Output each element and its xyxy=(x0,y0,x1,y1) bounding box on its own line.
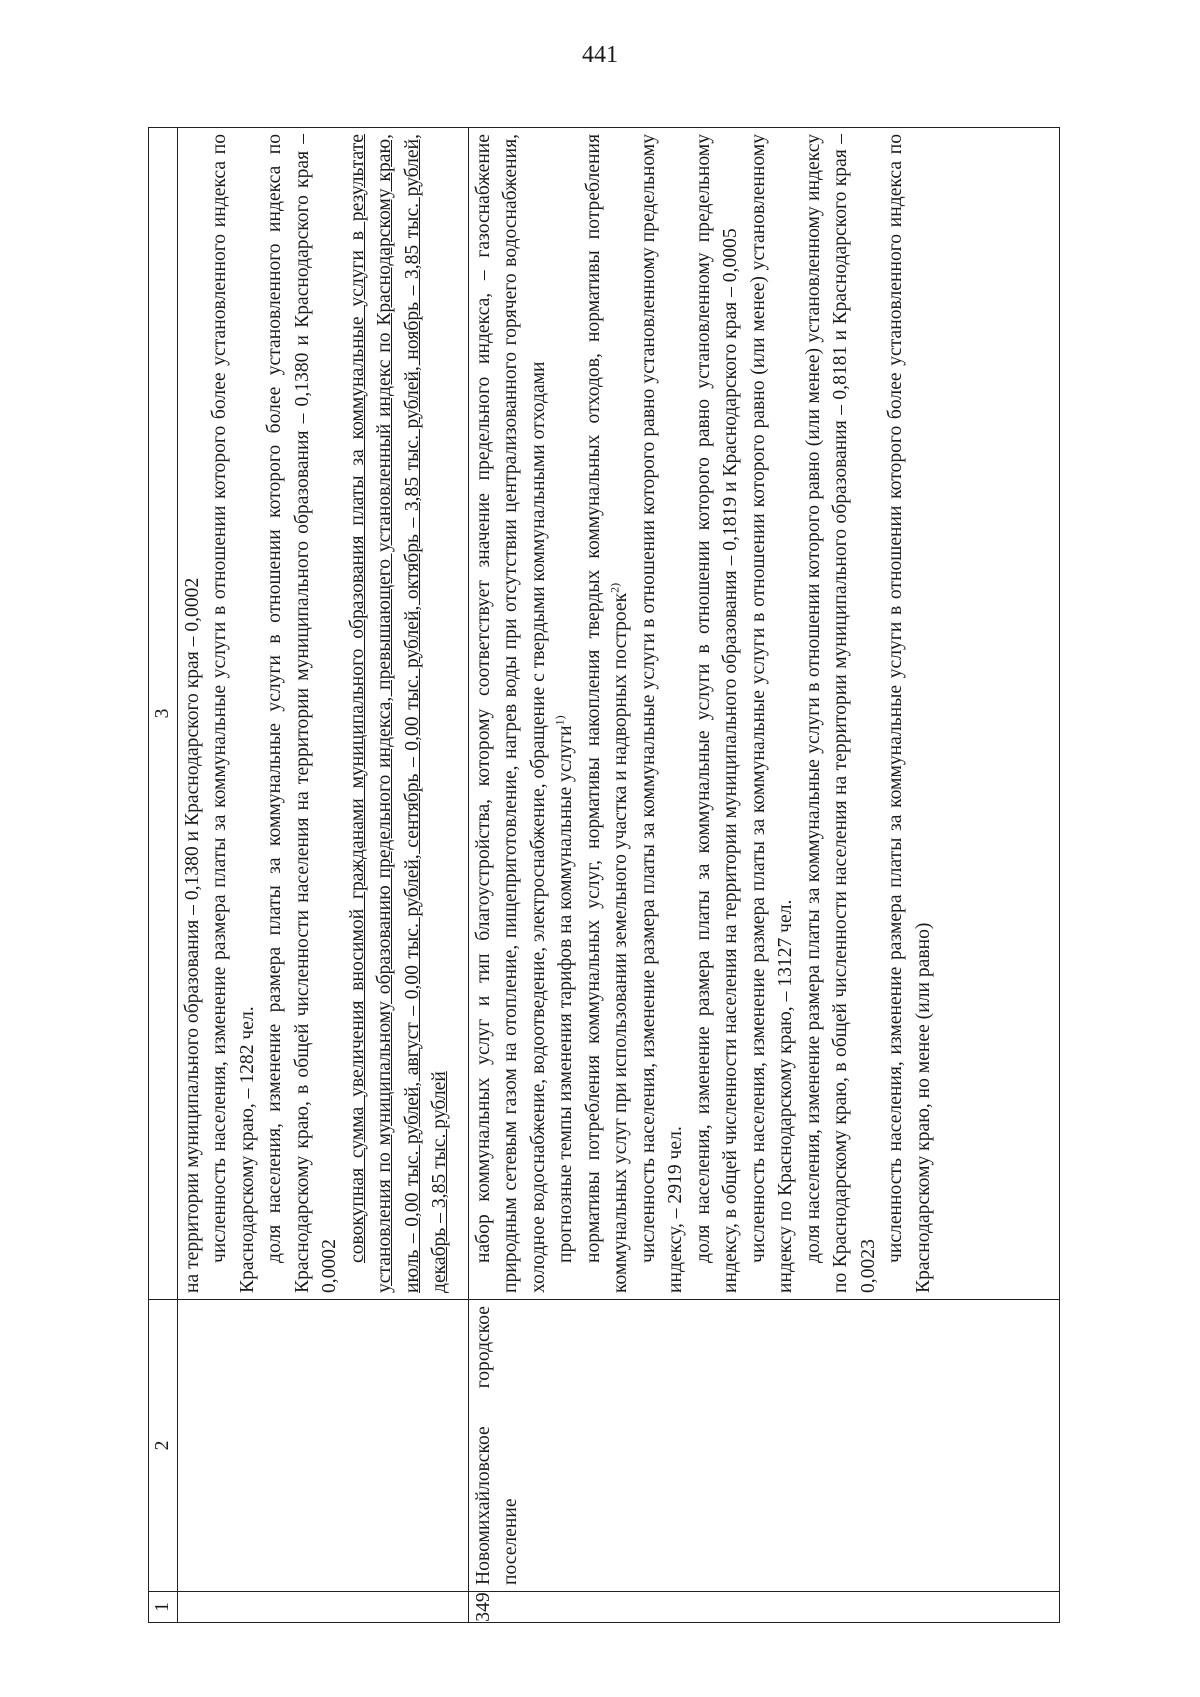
details-paragraph: доля населения, изменение размера платы за коммунальные услуги в отношении которого равно установленному предельному индексу, в общей численности населения на территории муниципального образования – 0,1819 и Краснодарского края – 0,0005 xyxy=(692,134,741,1293)
footnote-ref-1: 1) xyxy=(552,715,567,726)
continuation-number-cell xyxy=(177,1592,468,1623)
continuation-text-cell xyxy=(177,128,468,1300)
details-paragraph: численность населения, изменение размера платы за коммунальные услуги в отношении которого равно установленному предельному индексу, – 2919 чел. xyxy=(637,134,686,1293)
municipality-name: Новомихайловское городское поселение xyxy=(468,1300,1060,1592)
continuation-row xyxy=(177,128,468,1623)
row-number: 349 xyxy=(468,1592,1060,1623)
norms-text: нормативы потребления коммунальных услуг, нормативы накопления твердых коммунальных отходов, нормативы потребления коммунальных услуг при использовании земельного участка и надворных построек xyxy=(582,134,631,1293)
tariff-forecast-text: прогнозные темпы изменения тарифов на коммунальные услуги xyxy=(555,725,576,1263)
row-details-cell xyxy=(468,128,1060,1300)
details-paragraph xyxy=(552,134,580,1293)
header-col-1: 1 xyxy=(149,1592,178,1623)
continuation-paragraph: численность населения, изменение размера платы за коммунальные услуги в отношении которого более установленного индекса по Краснодарскому краю, – 1282 чел. xyxy=(209,134,258,1293)
details-paragraph: доля населения, изменение размера платы за коммунальные услуги в отношении которого равно (или менее) установленному индексу по Краснодарскому краю, в общей численности населения на территории муниципального образования – 0,8181 и Краснодарского края – 0,0023 xyxy=(802,134,879,1293)
continuation-name-cell xyxy=(177,1300,468,1592)
table-row xyxy=(468,128,1060,1623)
details-paragraph: численность населения, изменение размера платы за коммунальные услуги в отношении которого более установленного индекса по Краснодарскому краю, но менее (или равно) xyxy=(885,134,934,1293)
header-col-2: 2 xyxy=(149,1300,178,1592)
continuation-paragraph: доля населения, изменение размера платы за коммунальные услуги в отношении которого более установленного индекса по Краснодарскому краю, в общей численности населения на территории муниципального образования – 0,1380 и Краснодарского края – 0,0002 xyxy=(264,134,340,1293)
continuation-paragraph: совокупная сумма увеличения вносимой гражданами муниципального образования платы за коммунальные услуги в результате установления по муниципальному образованию предельного индекса, превышающего установленный индекс по Краснодарскому краю, июль – 0,00 тыс. рублей, август – 0,00 тыс. рублей, сентябрь – 0,00 тыс. рублей, октябрь – 3,85 тыс. рублей, ноябрь – 3,85 тыс. рублей, декабрь – 3,85 тыс. рублей xyxy=(346,134,450,1293)
header-row xyxy=(149,128,178,1623)
continuation-paragraph: на территории муниципального образования – 0,1380 и Краснодарского края – 0,0002 xyxy=(181,577,203,1293)
rotated-table-wrapper xyxy=(148,128,1060,1623)
page-number: 441 xyxy=(582,42,618,68)
details-paragraph: набор коммунальных услуг и тип благоустройства, которому соответствует значение предельного индекса, – газоснабжение природным сетевым газом на отопление, пищеприготовление, нагрев воды при отсутствии централизованного горячего водоснабжения, холодное водоснабжение, водоотведение, электроснабжение, обращение с твердыми коммунальными отходами xyxy=(472,134,549,1293)
header-col-3: 3 xyxy=(149,128,178,1300)
footnote-ref-2: 2) xyxy=(607,582,622,593)
details-paragraph xyxy=(580,134,635,1293)
details-paragraph: численность населения, изменение размера платы за коммунальные услуги в отношении которого равно (или менее) установленному индексу по Краснодарскому краю, – 13127 чел. xyxy=(747,134,796,1293)
indices-table xyxy=(148,127,1060,1623)
